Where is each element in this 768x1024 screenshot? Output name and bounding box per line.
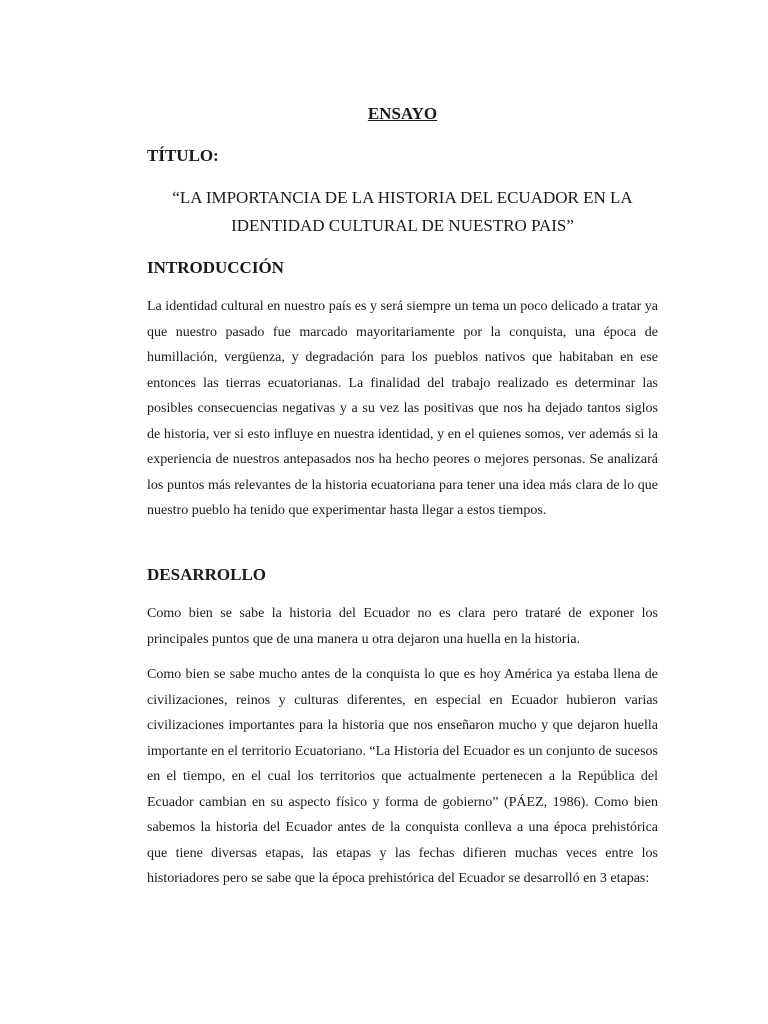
title-label: TÍTULO: bbox=[147, 146, 219, 165]
development-paragraph-2: Como bien se sabe mucho antes de la conquista lo que es hoy América ya estaba llena de civilizaciones, reinos y culturas diferentes, en especial en Ecuador hubieron varias civilizaciones importantes para la historia que nos enseñaron mucho y que dejaron huella importante en el territorio Ecuatoriano. “La Historia del Ecuador es un conjunto de sucesos en el tiempo, en el cual los territorios que actualmente pertenecen a la República del Ecuador cambian en su aspecto físico y forma de gobierno” (PÁEZ, 1986). Como bien sabemos la historia del Ecuador antes de la conquista conlleva a una época prehistórica que tiene diversas etapas, las etapas y las fechas difieren muchas veces entre los historiadores pero se sabe que la época prehistórica del Ecuador se desarrolló en 3 etapas: bbox=[147, 667, 658, 886]
essay-title: “LA IMPORTANCIA DE LA HISTORIA DEL ECUADOR EN LA IDENTIDAD CULTURAL DE NUESTRO PAIS” bbox=[172, 188, 633, 235]
introduction-paragraph: La identidad cultural en nuestro país es y será siempre un tema un poco delicado a tratar ya que nuestro pasado fue marcado mayoritariamente por la conquista, una época de humillación, vergüenza, y degradación para los pueblos nativos que habitaban en ese entonces las tierras ecuatorianas. La finalidad del trabajo realizado es determinar las posibles consecuencias negativas y a su vez las positivas que nos ha dejado tantos siglos de historia, ver si esto influye en nuestra identidad, y en el quienes somos, ver además si la experiencia de nuestros antepasados nos ha hecho peores o mejores personas. Se analizará los puntos más relevantes de la historia ecuatoriana para tener una idea más clara de lo que nuestro pueblo ha tenido que experimentar hasta llegar a estos tiempos. bbox=[147, 299, 658, 518]
development-heading: DESARROLLO bbox=[147, 565, 267, 584]
introduction-heading: INTRODUCCIÓN bbox=[147, 258, 284, 277]
essay-label: ENSAYO bbox=[367, 104, 438, 123]
development-paragraph-1: Como bien se sabe la historia del Ecuador no es clara pero trataré de exponer los principales puntos que de una manera u otra dejaron una huella en la historia. bbox=[147, 606, 658, 647]
